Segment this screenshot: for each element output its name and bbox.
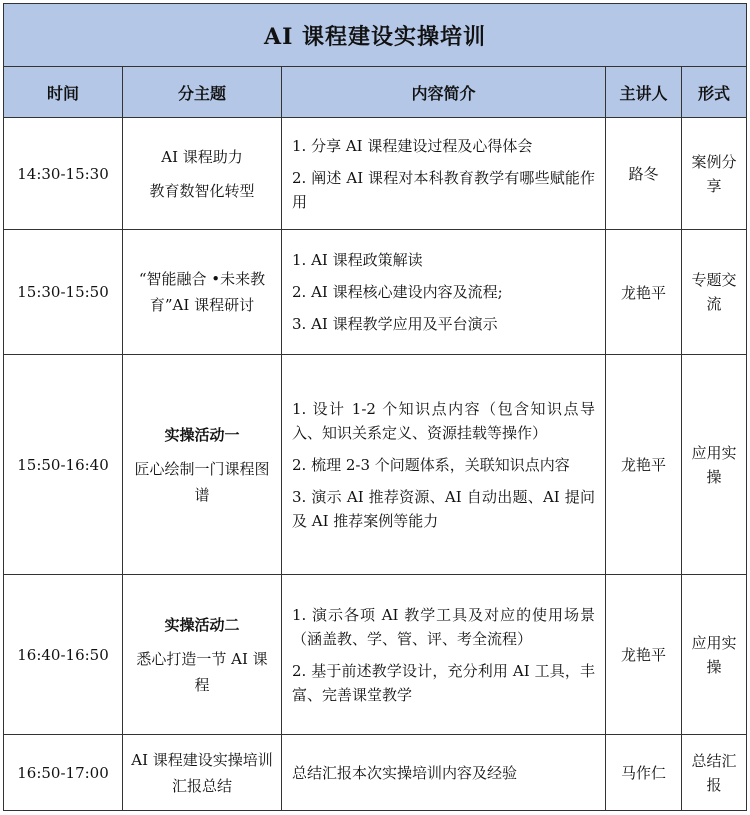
topic-line: 匠心绘制一门课程图谱 bbox=[134, 459, 270, 504]
content-cell bbox=[282, 735, 606, 811]
topic-cell bbox=[123, 575, 282, 735]
time-cell: 16:40-16:50 bbox=[4, 575, 123, 735]
topic-line: AI 课程建设实操培训汇报总结 bbox=[131, 750, 273, 795]
table-title: AI 课程建设实操培训 bbox=[4, 4, 747, 67]
header-time: 时间 bbox=[4, 67, 123, 118]
topic-cell bbox=[123, 355, 282, 575]
topic-line: AI 课程助力 bbox=[161, 147, 243, 166]
form-cell: 总结汇报 bbox=[682, 735, 747, 811]
topic-line: 教育数智化转型 bbox=[149, 181, 255, 200]
content-cell bbox=[282, 118, 606, 230]
content-item: 总结汇报本次实操培训内容及经验 bbox=[292, 763, 518, 782]
form-cell: 案例分享 bbox=[682, 118, 747, 230]
speaker-cell: 路冬 bbox=[606, 118, 682, 230]
content-item: 2. 梳理 2-3 个问题体系，关联知识点内容 bbox=[292, 455, 570, 474]
content-item: 1. 分享 AI 课程建设过程及心得体会 bbox=[292, 136, 533, 155]
content-item: 1. AI 课程政策解读 bbox=[292, 251, 423, 269]
content-item: 2. AI 课程核心建设内容及流程; bbox=[292, 283, 503, 301]
topic-title: 实操活动一 bbox=[164, 425, 240, 444]
title-row bbox=[4, 4, 747, 67]
topic-cell bbox=[123, 735, 282, 811]
form-cell: 应用实操 bbox=[682, 355, 747, 575]
schedule-table bbox=[3, 3, 747, 811]
speaker-cell: 龙艳平 bbox=[606, 355, 682, 575]
speaker-cell: 龙艳平 bbox=[606, 575, 682, 735]
speaker-cell: 龙艳平 bbox=[606, 230, 682, 355]
form-cell: 专题交流 bbox=[682, 230, 747, 355]
content-item: 1. 演示各项 AI 教学工具及对应的使用场景（涵盖教、学、管、评、考全流程） bbox=[292, 605, 595, 648]
time-cell: 14:30-15:30 bbox=[4, 118, 123, 230]
content-item: 3. AI 课程教学应用及平台演示 bbox=[292, 315, 498, 333]
table-row bbox=[4, 735, 747, 811]
content-item: 2. 阐述 AI 课程对本科教育教学有哪些赋能作用 bbox=[292, 168, 595, 211]
header-row bbox=[4, 67, 747, 118]
time-cell: 16:50-17:00 bbox=[4, 735, 123, 811]
content-item: 1. 设计 1-2 个知识点内容（包含知识点导入、知识关系定义、资源挂载等操作） bbox=[292, 399, 595, 442]
table-row bbox=[4, 355, 747, 575]
time-cell: 15:30-15:50 bbox=[4, 230, 123, 355]
content-item: 3. 演示 AI 推荐资源、AI 自动出题、AI 提问及 AI 推荐案例等能力 bbox=[292, 487, 595, 530]
header-speaker: 主讲人 bbox=[606, 67, 682, 118]
topic-title: 实操活动二 bbox=[164, 615, 240, 634]
topic-line: 悉心打造一节 AI 课程 bbox=[136, 649, 268, 694]
form-cell: 应用实操 bbox=[682, 575, 747, 735]
time-cell: 15:50-16:40 bbox=[4, 355, 123, 575]
speaker-cell: 马作仁 bbox=[606, 735, 682, 811]
topic-cell bbox=[123, 230, 282, 355]
content-item: 2. 基于前述教学设计，充分利用 AI 工具，丰富、完善课堂教学 bbox=[292, 661, 595, 704]
table-row bbox=[4, 575, 747, 735]
header-content: 内容简介 bbox=[282, 67, 606, 118]
table-row bbox=[4, 230, 747, 355]
header-form: 形式 bbox=[682, 67, 747, 118]
topic-cell bbox=[123, 118, 282, 230]
content-cell bbox=[282, 355, 606, 575]
topic-line: “智能融合 •未来教育”AI 课程研讨 bbox=[138, 270, 266, 314]
content-cell bbox=[282, 230, 606, 355]
content-cell bbox=[282, 575, 606, 735]
table-row bbox=[4, 118, 747, 230]
header-topic: 分主题 bbox=[123, 67, 282, 118]
